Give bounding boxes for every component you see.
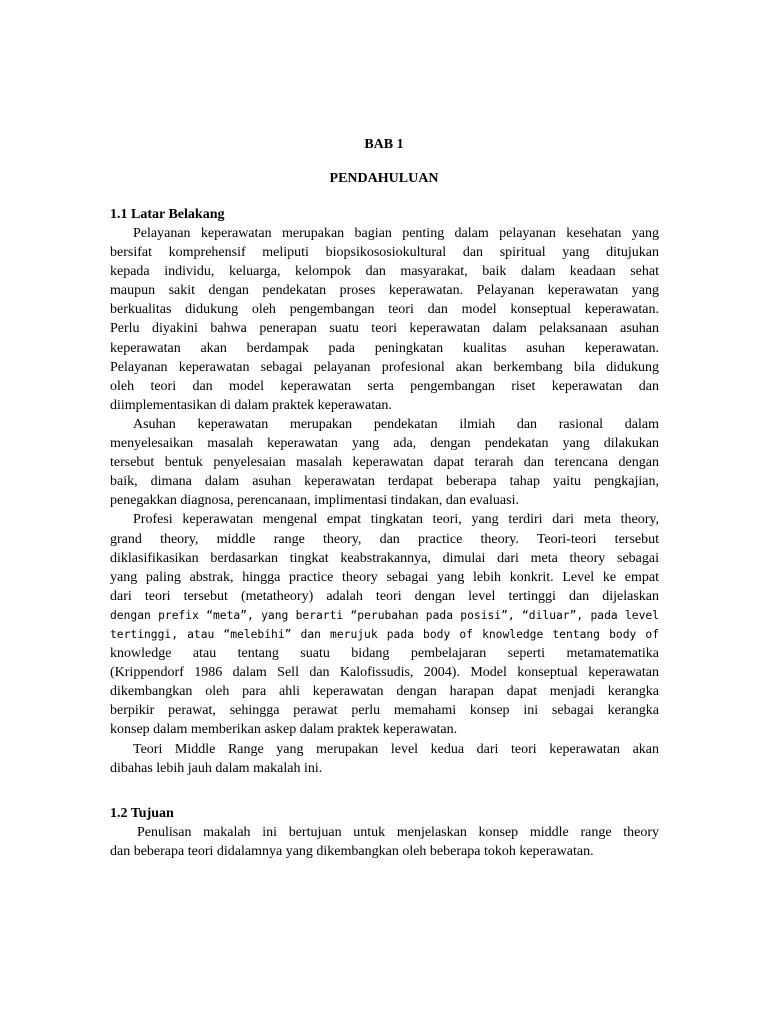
text-line: tertinggi, atau “melebihi” dan merujuk pada body of knowledge tentang body of xyxy=(110,627,659,641)
text-line: penegakkan diagnosa, perencanaan, implimentasi tindakan, dan evaluasi. xyxy=(110,493,519,509)
text-line: dengan prefix “meta”, yang berarti “perubahan pada posisi”, “diluar”, pada level xyxy=(110,608,659,622)
chapter-number: BAB 1 xyxy=(364,137,404,152)
text-line: Penulisan makalah ini bertujuan untuk menjelaskan konsep middle range theory xyxy=(137,825,659,840)
text-line: kepada individu, keluarga, kelompok dan masyarakat, baik dalam keadaan sehat xyxy=(110,264,659,280)
text-line: Perlu diyakini bahwa penerapan suatu teori keperawatan dalam pelaksanaan asuhan xyxy=(110,321,659,337)
text-line: grand theory, middle range theory, dan practice theory. Teori-teori tersebut xyxy=(110,531,659,547)
text-line: Asuhan keperawatan merupakan pendekatan ilmiah dan rasional dalam xyxy=(133,416,659,432)
text-line: dibahas lebih jauh dalam makalah ini. xyxy=(110,760,323,776)
text-line: Pelayanan keperawatan merupakan bagian penting dalam pelayanan kesehatan yang xyxy=(133,226,659,241)
text-line: konsep dalam memberikan askep dalam praktek keperawatan. xyxy=(110,722,458,738)
text-line: knowledge atau tentang suatu bidang pembelajaran seperti metamatematika xyxy=(110,646,659,662)
text-line: baik, dimana dalam asuhan keperawatan terdapat beberapa tahap yaitu pengkajian, xyxy=(110,474,659,490)
section-1-2-body xyxy=(110,823,659,861)
text-line: berkualitas didukung oleh pengembangan teori dan model konseptual keperawatan. xyxy=(110,302,659,318)
chapter-title: PENDAHULUAN xyxy=(329,171,439,186)
section-1-1-heading: 1.1 Latar Belakang xyxy=(110,207,225,222)
text-line: dan beberapa teori didalamnya yang dikembangkan oleh beberapa tokoh keperawatan. xyxy=(110,844,594,860)
text-line: yang paling abstrak, hingga practice theory sebagai yang lebih konkrit. Level ke empat xyxy=(110,569,659,585)
text-line: (Krippendorf 1986 dalam Sell dan Kalofissudis, 2004). Model konseptual keperawatan xyxy=(110,665,659,681)
text-line: Profesi keperawatan mengenal empat tingkatan teori, yang terdiri dari meta theory, xyxy=(133,512,659,528)
text-line: maupun sakit dengan pendekatan proses keperawatan. Pelayanan keperawatan yang xyxy=(110,283,659,299)
text-line: bersifat komprehensif meliputi biopsikososiokultural dan spiritual yang ditujukan xyxy=(110,245,659,261)
section-1-2-heading: 1.2 Tujuan xyxy=(110,806,174,821)
text-line: diimplementasikan di dalam praktek keperawatan. xyxy=(110,397,392,413)
text-line: tersebut bentuk penyelesaian masalah keperawatan dapat terarah dan terencana dengan xyxy=(110,455,659,471)
section-1-1-body xyxy=(110,224,659,778)
text-line: Pelayanan keperawatan sebagai pelayanan profesional akan berkembang bila didukung xyxy=(110,359,659,375)
text-line: dari teori tersebut (metatheory) adalah teori dengan level tertinggi dan dijelaskan xyxy=(110,588,659,604)
text-line: Teori Middle Range yang merupakan level kedua dari teori keperawatan akan xyxy=(133,741,659,757)
text-line: menyelesaikan masalah keperawatan yang ada, dengan pendekatan yang dilakukan xyxy=(110,436,659,452)
text-line: keperawatan akan berdampak pada peningkatan kualitas asuhan keperawatan. xyxy=(110,340,659,356)
text-line: diklasifikasikan berdasarkan tingkat keabstrakannya, dimulai dari meta theory sebagai xyxy=(110,550,659,566)
text-line: berpikir perawat, sehingga perawat perlu memahami konsep ini sebagai kerangka xyxy=(110,703,659,719)
text-line: oleh teori dan model keperawatan serta pengembangan riset keperawatan dan xyxy=(110,378,659,394)
text-line: dikembangkan oleh para ahli keperawatan dengan harapan dapat menjadi kerangka xyxy=(110,684,659,700)
